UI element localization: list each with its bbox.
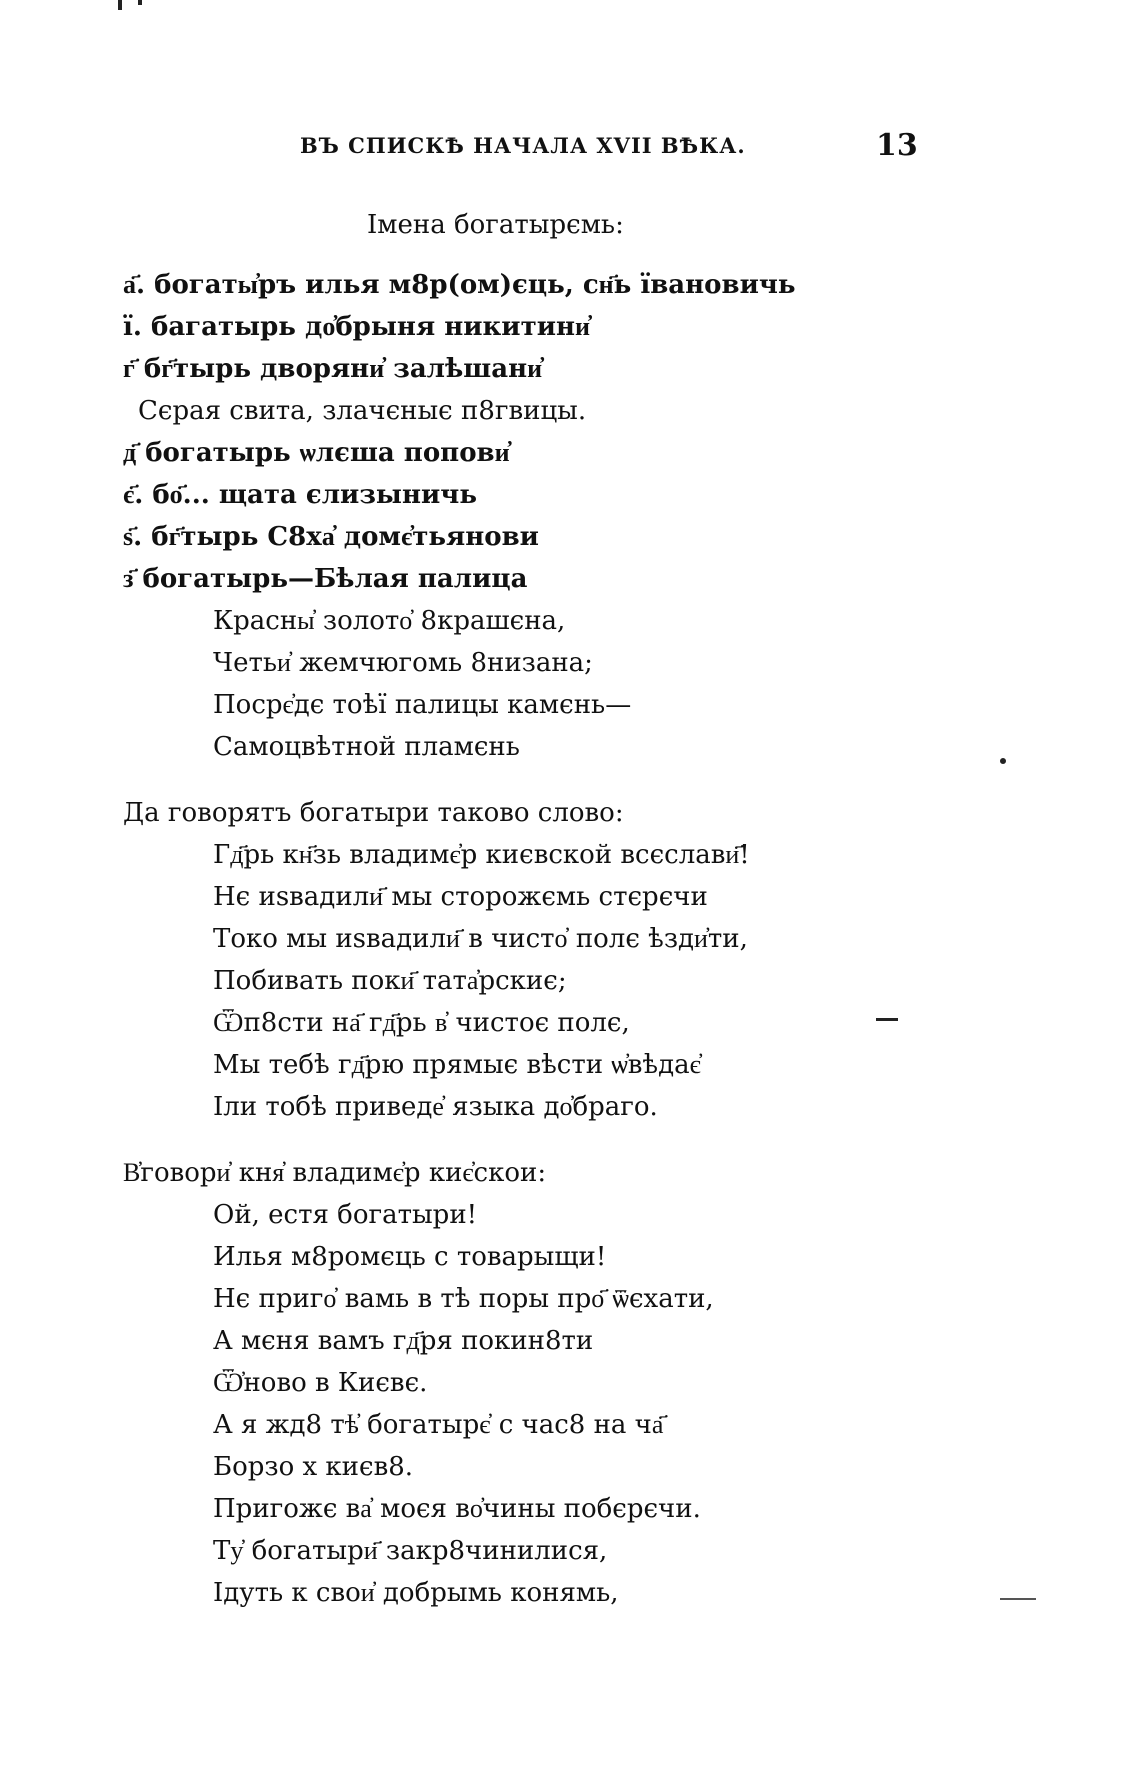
name-line: д҃ богатырь ѡлєша попови҆ xyxy=(123,438,510,468)
name-line: є҃. бо҃... щата єлизыничь xyxy=(123,480,477,510)
scan-mark xyxy=(138,0,142,5)
name-line: ѕ҃. бг҃тырь С8ха҆ домє҆тьянови xyxy=(123,522,539,552)
verse-line: Ой, естя богатыри! xyxy=(213,1200,478,1230)
verse-line: Іли тобѣ приведе҆ языка до҆браго. xyxy=(213,1092,658,1122)
verse-line: Мы тебѣ гд҃рю прямыє вѣсти ѡ҆вѣдає҆ xyxy=(213,1050,701,1080)
name-line: г҃ бг҃тырь дворяни҆ залѣшани҆ xyxy=(123,354,543,384)
scan-mark xyxy=(1000,758,1006,764)
running-head: ВЪ СПИСКѢ НАЧАЛА XVII ВѢКА. xyxy=(300,133,746,158)
verse-line: Илья м8ромєць с товарыщи! xyxy=(213,1242,607,1272)
name-line: з҃ богатырь—Бѣлая палица xyxy=(123,564,528,594)
verse-line: Ѿ҆ново в Києвє. xyxy=(213,1368,428,1398)
verse-line: Да говорятъ богатыри таково слово: xyxy=(123,798,624,828)
name-line: Самоцвѣтной пламєнь xyxy=(213,732,520,762)
verse-line: А я жд8 тѣ҆ богатырє҆ с час8 на ча҃ xyxy=(213,1410,664,1440)
section-title: Імена богатырємь: xyxy=(367,210,624,240)
scan-mark xyxy=(1000,1598,1036,1600)
verse-line: Нє приго҆ вамь в тѣ поры про҃ ѿєхати, xyxy=(213,1284,714,1314)
verse-line: Ту҆ богатыри҃ закр8чинилися, xyxy=(213,1536,608,1566)
name-line: ї. багатырь до҆брыня никитини҆ xyxy=(123,312,590,342)
verse-line: Ідуть к свои҆ добрымь конямь, xyxy=(213,1578,619,1608)
verse-line: Пригожє ва҆ моєя во҆чины побєрєчи. xyxy=(213,1494,701,1524)
scan-mark xyxy=(118,0,122,10)
verse-line: Нє иѕвадили҃ мы сторожємь стєрєчи xyxy=(213,882,708,912)
name-line: Посрє҆дє тоѣї палицы камєнь— xyxy=(213,690,632,720)
verse-line: Побивать поки҃ тата҆рскиє; xyxy=(213,966,567,996)
verse-line: А мєня вамъ гд҃ря покин8ти xyxy=(213,1326,594,1356)
verse-line: Ѿп8сти на҃ гд҃рь в҆ чистоє полє, xyxy=(213,1008,630,1038)
name-line: а҃. богаты҆ръ илья м8р(ом)єць, сн҃ь ївановичь xyxy=(123,270,796,300)
verse-line: Токо мы иѕвадили҃ в чисто҆ полє ѣзди҆ти, xyxy=(213,924,748,954)
verse-line: Борзо х києв8. xyxy=(213,1452,414,1482)
name-line: Четьи҆ жемчюгомь 8низана; xyxy=(213,648,593,678)
name-line: Красны҆ золото҆ 8крашєна, xyxy=(213,606,566,636)
scan-mark xyxy=(876,1018,898,1021)
name-line: Сєрая свита, злачєныє п8гвицы. xyxy=(138,396,587,426)
verse-line: Гд҃рь кн҃зь владимє҆р києвской всєслави҃! xyxy=(213,840,750,870)
page-number: 13 xyxy=(876,128,918,163)
verse-line: В҆говори҆ кня҆ владимє҆р киє҆скои: xyxy=(123,1158,547,1188)
